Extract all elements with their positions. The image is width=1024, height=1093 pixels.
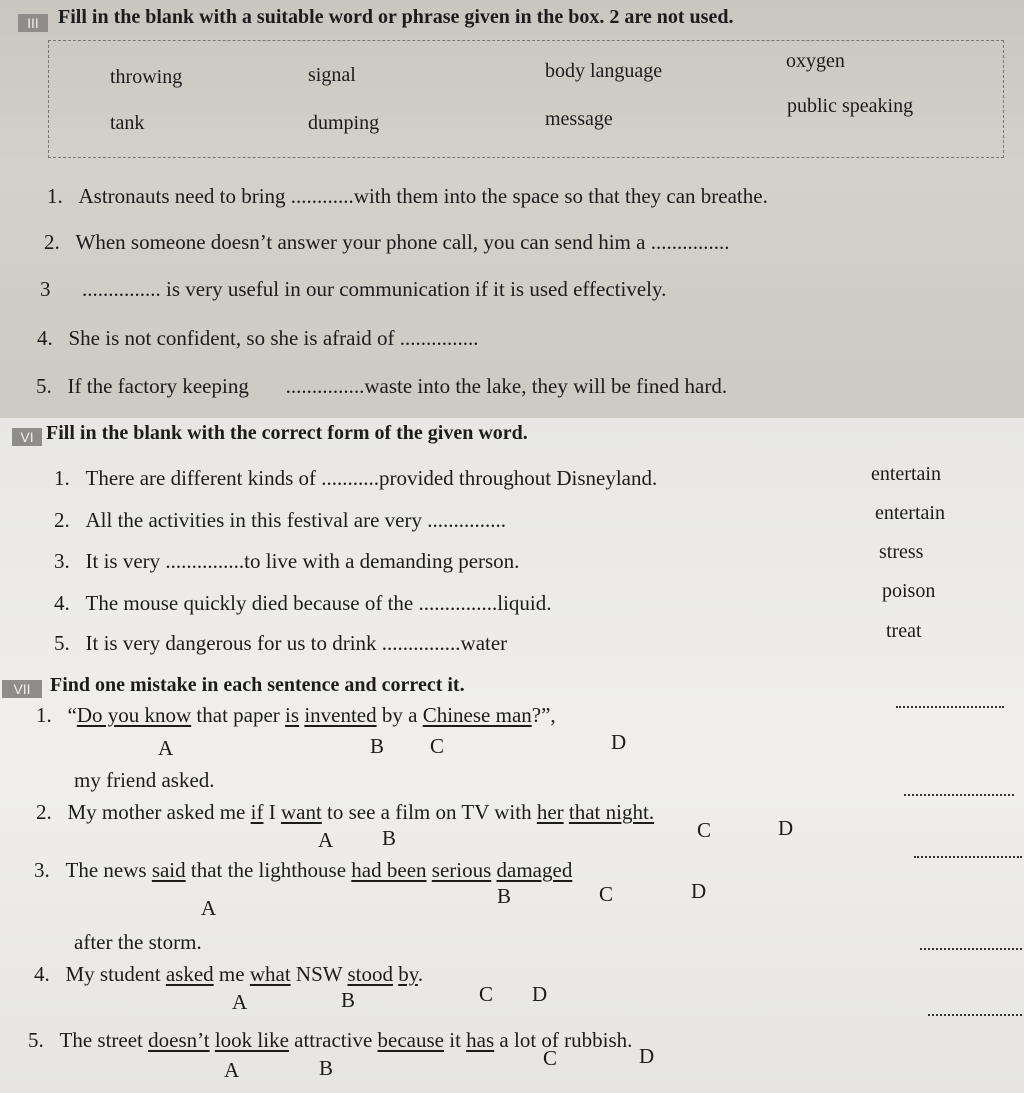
answer-blank[interactable]: ............... — [165, 549, 245, 573]
option-label-d: D — [778, 816, 794, 840]
option-a[interactable]: Do you know — [76, 703, 192, 727]
option-label-a: A — [232, 990, 248, 1014]
box-word: public speaking — [787, 95, 914, 117]
option-label-b: B — [319, 1056, 334, 1080]
box-word: message — [545, 108, 613, 130]
section-title: Fill in the blank with a suitable word or phrase given in the box. 2 are not used. — [58, 6, 734, 28]
word-hint: entertain — [875, 502, 945, 524]
option-c[interactable]: because — [377, 1028, 444, 1052]
sentence-2: 2. My mother asked me if I want to see a film on TV with her that night. — [36, 800, 655, 824]
correction-line[interactable] — [920, 948, 1022, 950]
option-label-c: C — [599, 882, 614, 906]
answer-blank[interactable]: ............... — [418, 591, 498, 615]
sentence-continuation: my friend asked. — [74, 768, 215, 792]
section-number-badge: III — [18, 14, 48, 32]
option-b[interactable]: what — [249, 962, 291, 986]
option-label-a: A — [224, 1058, 240, 1082]
option-d[interactable]: Chinese man — [422, 703, 532, 727]
box-word: tank — [110, 112, 145, 134]
option-label-c: C — [479, 982, 494, 1006]
word-hint: entertain — [871, 463, 941, 485]
option-label-a: A — [201, 896, 217, 920]
answer-blank[interactable]: ............... — [381, 631, 461, 655]
sentence-continuation: after the storm. — [74, 930, 202, 954]
option-label-d: D — [691, 879, 707, 903]
question-3: 3. It is very ...............to live with a demanding person. — [54, 549, 520, 573]
question-5: 5. It is very dangerous for us to drink ...............water — [54, 631, 508, 655]
option-label-b: B — [497, 884, 512, 908]
option-b[interactable]: want — [280, 800, 322, 824]
section-number-badge: VII — [2, 680, 42, 698]
question-3: 3 ............... is very useful in our communication if it is used effectively. — [40, 277, 667, 301]
correction-line[interactable] — [896, 706, 1004, 708]
option-label-b: B — [370, 734, 385, 758]
sentence-4: 4. My student asked me what NSW stood by. — [34, 962, 424, 986]
option-a[interactable]: if — [250, 800, 264, 824]
word-hint: poison — [882, 580, 936, 602]
option-a[interactable]: doesn’t — [148, 1028, 210, 1052]
box-word: throwing — [110, 66, 183, 88]
option-b[interactable]: had been — [351, 858, 427, 882]
option-label-d: D — [639, 1044, 655, 1068]
answer-blank[interactable]: ............... — [285, 374, 365, 398]
option-c[interactable]: stood — [347, 962, 393, 986]
question-4: 4. The mouse quickly died because of the ...............liquid. — [54, 591, 552, 615]
box-word: dumping — [308, 112, 380, 134]
option-b[interactable]: look like — [214, 1028, 289, 1052]
option-c[interactable]: her — [536, 800, 564, 824]
sentence-3: 3. The news said that the lighthouse had been serious damaged — [34, 858, 573, 882]
answer-blank[interactable]: ........... — [321, 466, 380, 490]
question-4: 4. She is not confident, so she is afraid of ............... — [37, 326, 479, 350]
option-d[interactable]: by — [398, 962, 418, 986]
option-label-d: D — [611, 730, 627, 754]
option-a[interactable]: said — [151, 858, 186, 882]
answer-blank[interactable]: ............... — [427, 508, 506, 532]
option-d[interactable]: that night. — [568, 800, 655, 824]
question-1: 1. There are different kinds of ...........provided throughout Disneyland. — [54, 466, 658, 490]
question-5: 5. If the factory keeping ...............waste into the lake, they will be fined hard. — [36, 374, 728, 398]
option-label-a: A — [318, 828, 334, 852]
sentence-5: 5. The street doesn’t look like attractive because it has a lot of rubbish. — [28, 1028, 633, 1052]
question-1: 1. Astronauts need to bring ............with them into the space so that they can breathe. — [47, 184, 768, 208]
option-label-a: A — [158, 736, 174, 760]
option-c[interactable]: serious — [431, 858, 492, 882]
correction-line[interactable] — [928, 1014, 1022, 1016]
option-label-c: C — [697, 818, 712, 842]
sentence-1: 1. “Do you know that paper is invented by a Chinese man?”, — [36, 703, 556, 727]
answer-blank[interactable]: ............ — [290, 184, 354, 208]
option-d[interactable]: damaged — [496, 858, 573, 882]
option-c[interactable]: invented — [304, 703, 377, 727]
option-a[interactable]: asked — [165, 962, 214, 986]
option-label-d: D — [532, 982, 548, 1006]
option-label-b: B — [341, 988, 356, 1012]
box-word: signal — [308, 64, 356, 86]
section-number-badge: VI — [12, 428, 42, 446]
section-title: Find one mistake in each sentence and correct it. — [50, 674, 465, 696]
box-word: body language — [545, 60, 663, 82]
correction-line[interactable] — [914, 856, 1022, 858]
option-label-c: C — [430, 734, 445, 758]
answer-blank[interactable]: ............... — [399, 326, 479, 350]
option-d[interactable]: has — [466, 1028, 495, 1052]
question-2: 2. All the activities in this festival are very ............... — [54, 508, 506, 532]
word-hint: stress — [879, 541, 924, 563]
option-label-b: B — [382, 826, 397, 850]
correction-line[interactable] — [904, 794, 1014, 796]
option-b[interactable]: is — [285, 703, 300, 727]
word-hint: treat — [886, 620, 922, 642]
section-title: Fill in the blank with the correct form of the given word. — [46, 422, 528, 444]
answer-blank[interactable]: ............... — [650, 230, 730, 254]
box-word: oxygen — [786, 50, 845, 72]
question-2: 2. When someone doesn’t answer your phone call, you can send him a ............... — [44, 230, 730, 254]
option-label-c: C — [543, 1046, 558, 1070]
answer-blank[interactable]: ............... — [82, 277, 161, 301]
